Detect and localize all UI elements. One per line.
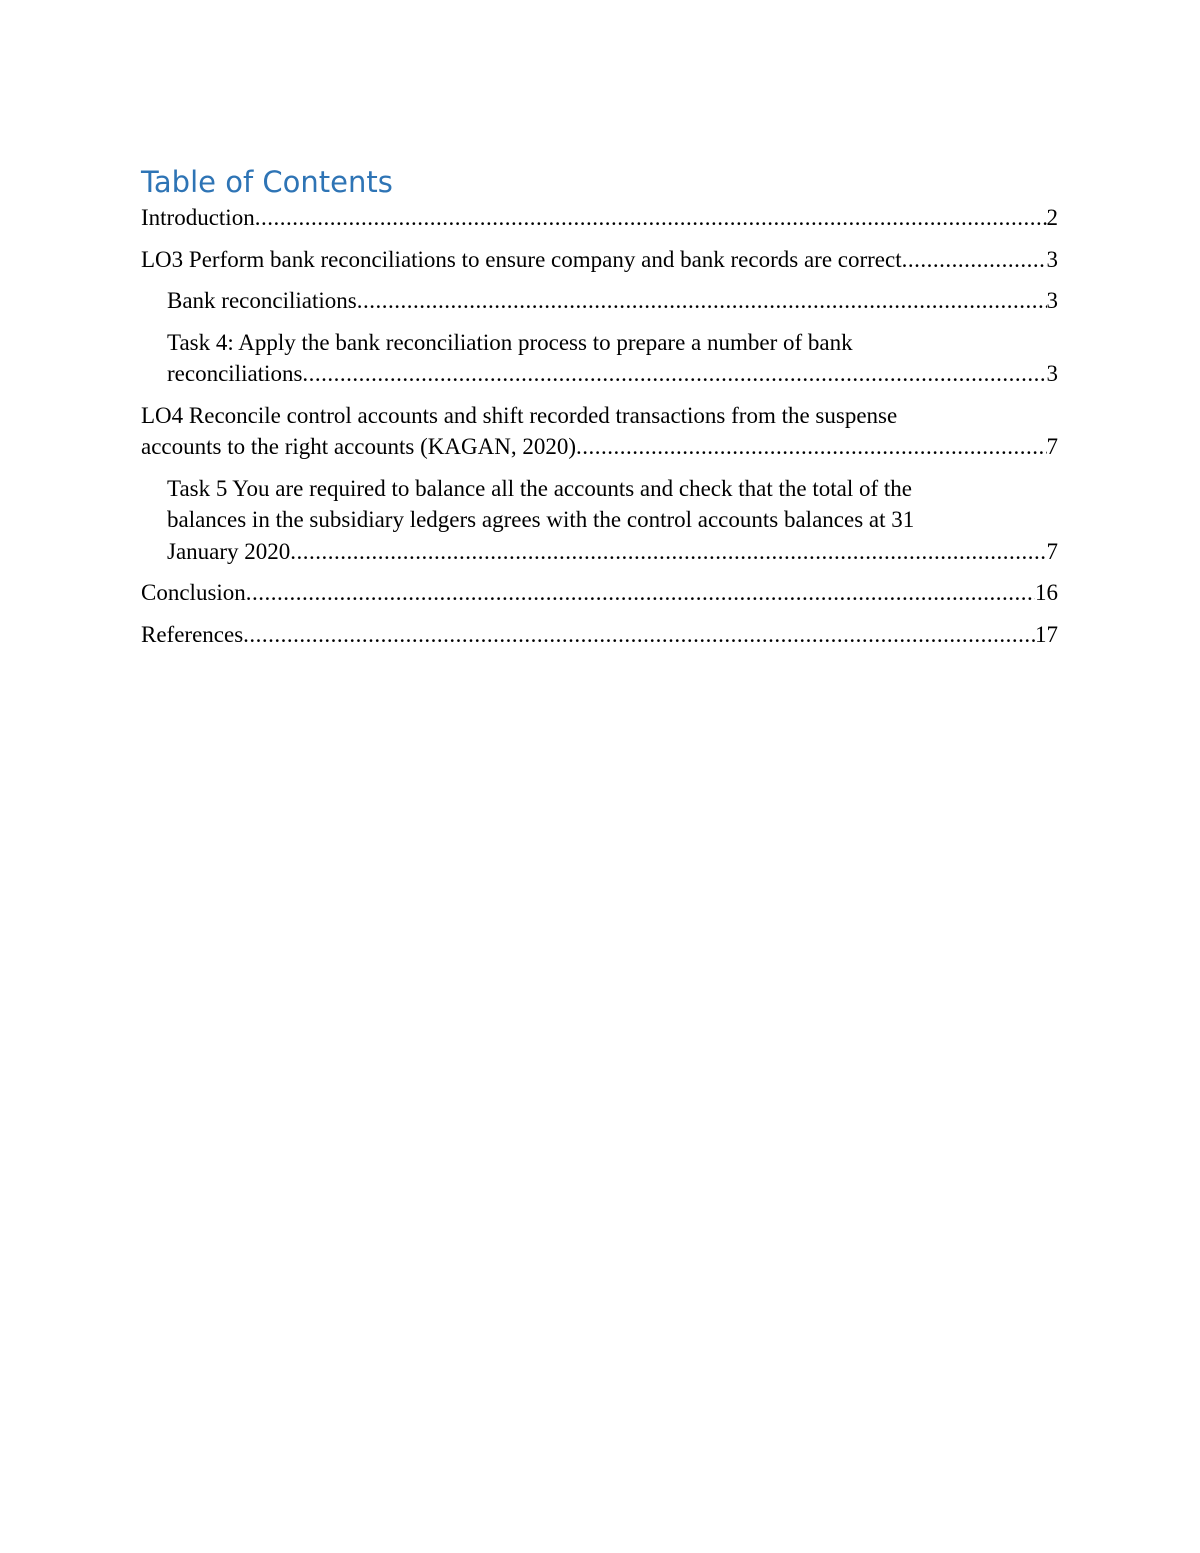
toc-entry-title-line: balances in the subsidiary ledgers agrees with the control accounts balances at 31 — [167, 507, 915, 532]
toc-entry-title: Introduction — [141, 205, 255, 230]
toc-entry-title: Conclusion — [141, 580, 246, 605]
toc-entry-conclusion[interactable] — [141, 577, 1058, 609]
toc-entry-line — [141, 577, 1058, 609]
toc-entry-introduction[interactable] — [141, 202, 1058, 234]
dot-leader — [357, 285, 1047, 317]
dot-leader — [290, 536, 1046, 568]
toc-entry-task-5[interactable] — [167, 473, 1058, 568]
dot-leader — [302, 358, 1046, 390]
dot-leader — [255, 202, 1047, 234]
toc-page-number: 17 — [1035, 621, 1058, 647]
toc-entry-title: Bank reconciliations — [167, 288, 357, 313]
dot-leader — [576, 431, 1047, 463]
toc-entry-line — [141, 202, 1058, 234]
toc-page-number: 7 — [1046, 434, 1058, 459]
table-of-contents — [141, 202, 1058, 660]
toc-entry-title-line: LO4 Reconcile control accounts and shift recorded transactions from the suspense — [141, 402, 898, 428]
toc-entry-title-line: Task 4: Apply the bank reconciliation process to prepare a number of bank — [167, 329, 853, 355]
toc-entry-lo4[interactable] — [141, 400, 1058, 463]
toc-page-number: 7 — [1046, 538, 1058, 564]
toc-page-number: 3 — [1046, 246, 1058, 272]
toc-entry-line — [167, 536, 1058, 568]
toc-entry-line — [141, 431, 1058, 463]
toc-heading: Table of Contents — [141, 165, 393, 199]
toc-page-number: 3 — [1046, 288, 1058, 313]
dot-leader — [246, 577, 1035, 609]
toc-entry-line — [141, 244, 1058, 276]
toc-entry-lo3[interactable] — [141, 244, 1058, 276]
dot-leader — [243, 619, 1035, 651]
toc-entry-references[interactable] — [141, 619, 1058, 651]
toc-page-number: 3 — [1046, 361, 1058, 386]
toc-entry-title: accounts to the right accounts (KAGAN, 2020) — [141, 434, 576, 459]
toc-entry-line — [141, 619, 1058, 651]
toc-entry-title: References — [141, 621, 244, 647]
dot-leader — [902, 244, 1047, 276]
toc-entry-title: January 2020 — [167, 538, 291, 564]
toc-entry-title: reconciliations — [167, 361, 303, 386]
toc-entry-line — [167, 285, 1058, 317]
toc-entry-bank-reconciliations[interactable] — [167, 285, 1058, 317]
toc-page-number: 2 — [1046, 205, 1058, 230]
toc-page-number: 16 — [1035, 580, 1058, 605]
toc-entry-title-line: Task 5 You are required to balance all the accounts and check that the total of the — [167, 475, 912, 501]
toc-entry-task-4[interactable] — [167, 327, 1058, 390]
toc-entry-title: LO3 Perform bank reconciliations to ensure company and bank records are correct — [141, 246, 902, 272]
toc-entry-line — [167, 358, 1058, 390]
